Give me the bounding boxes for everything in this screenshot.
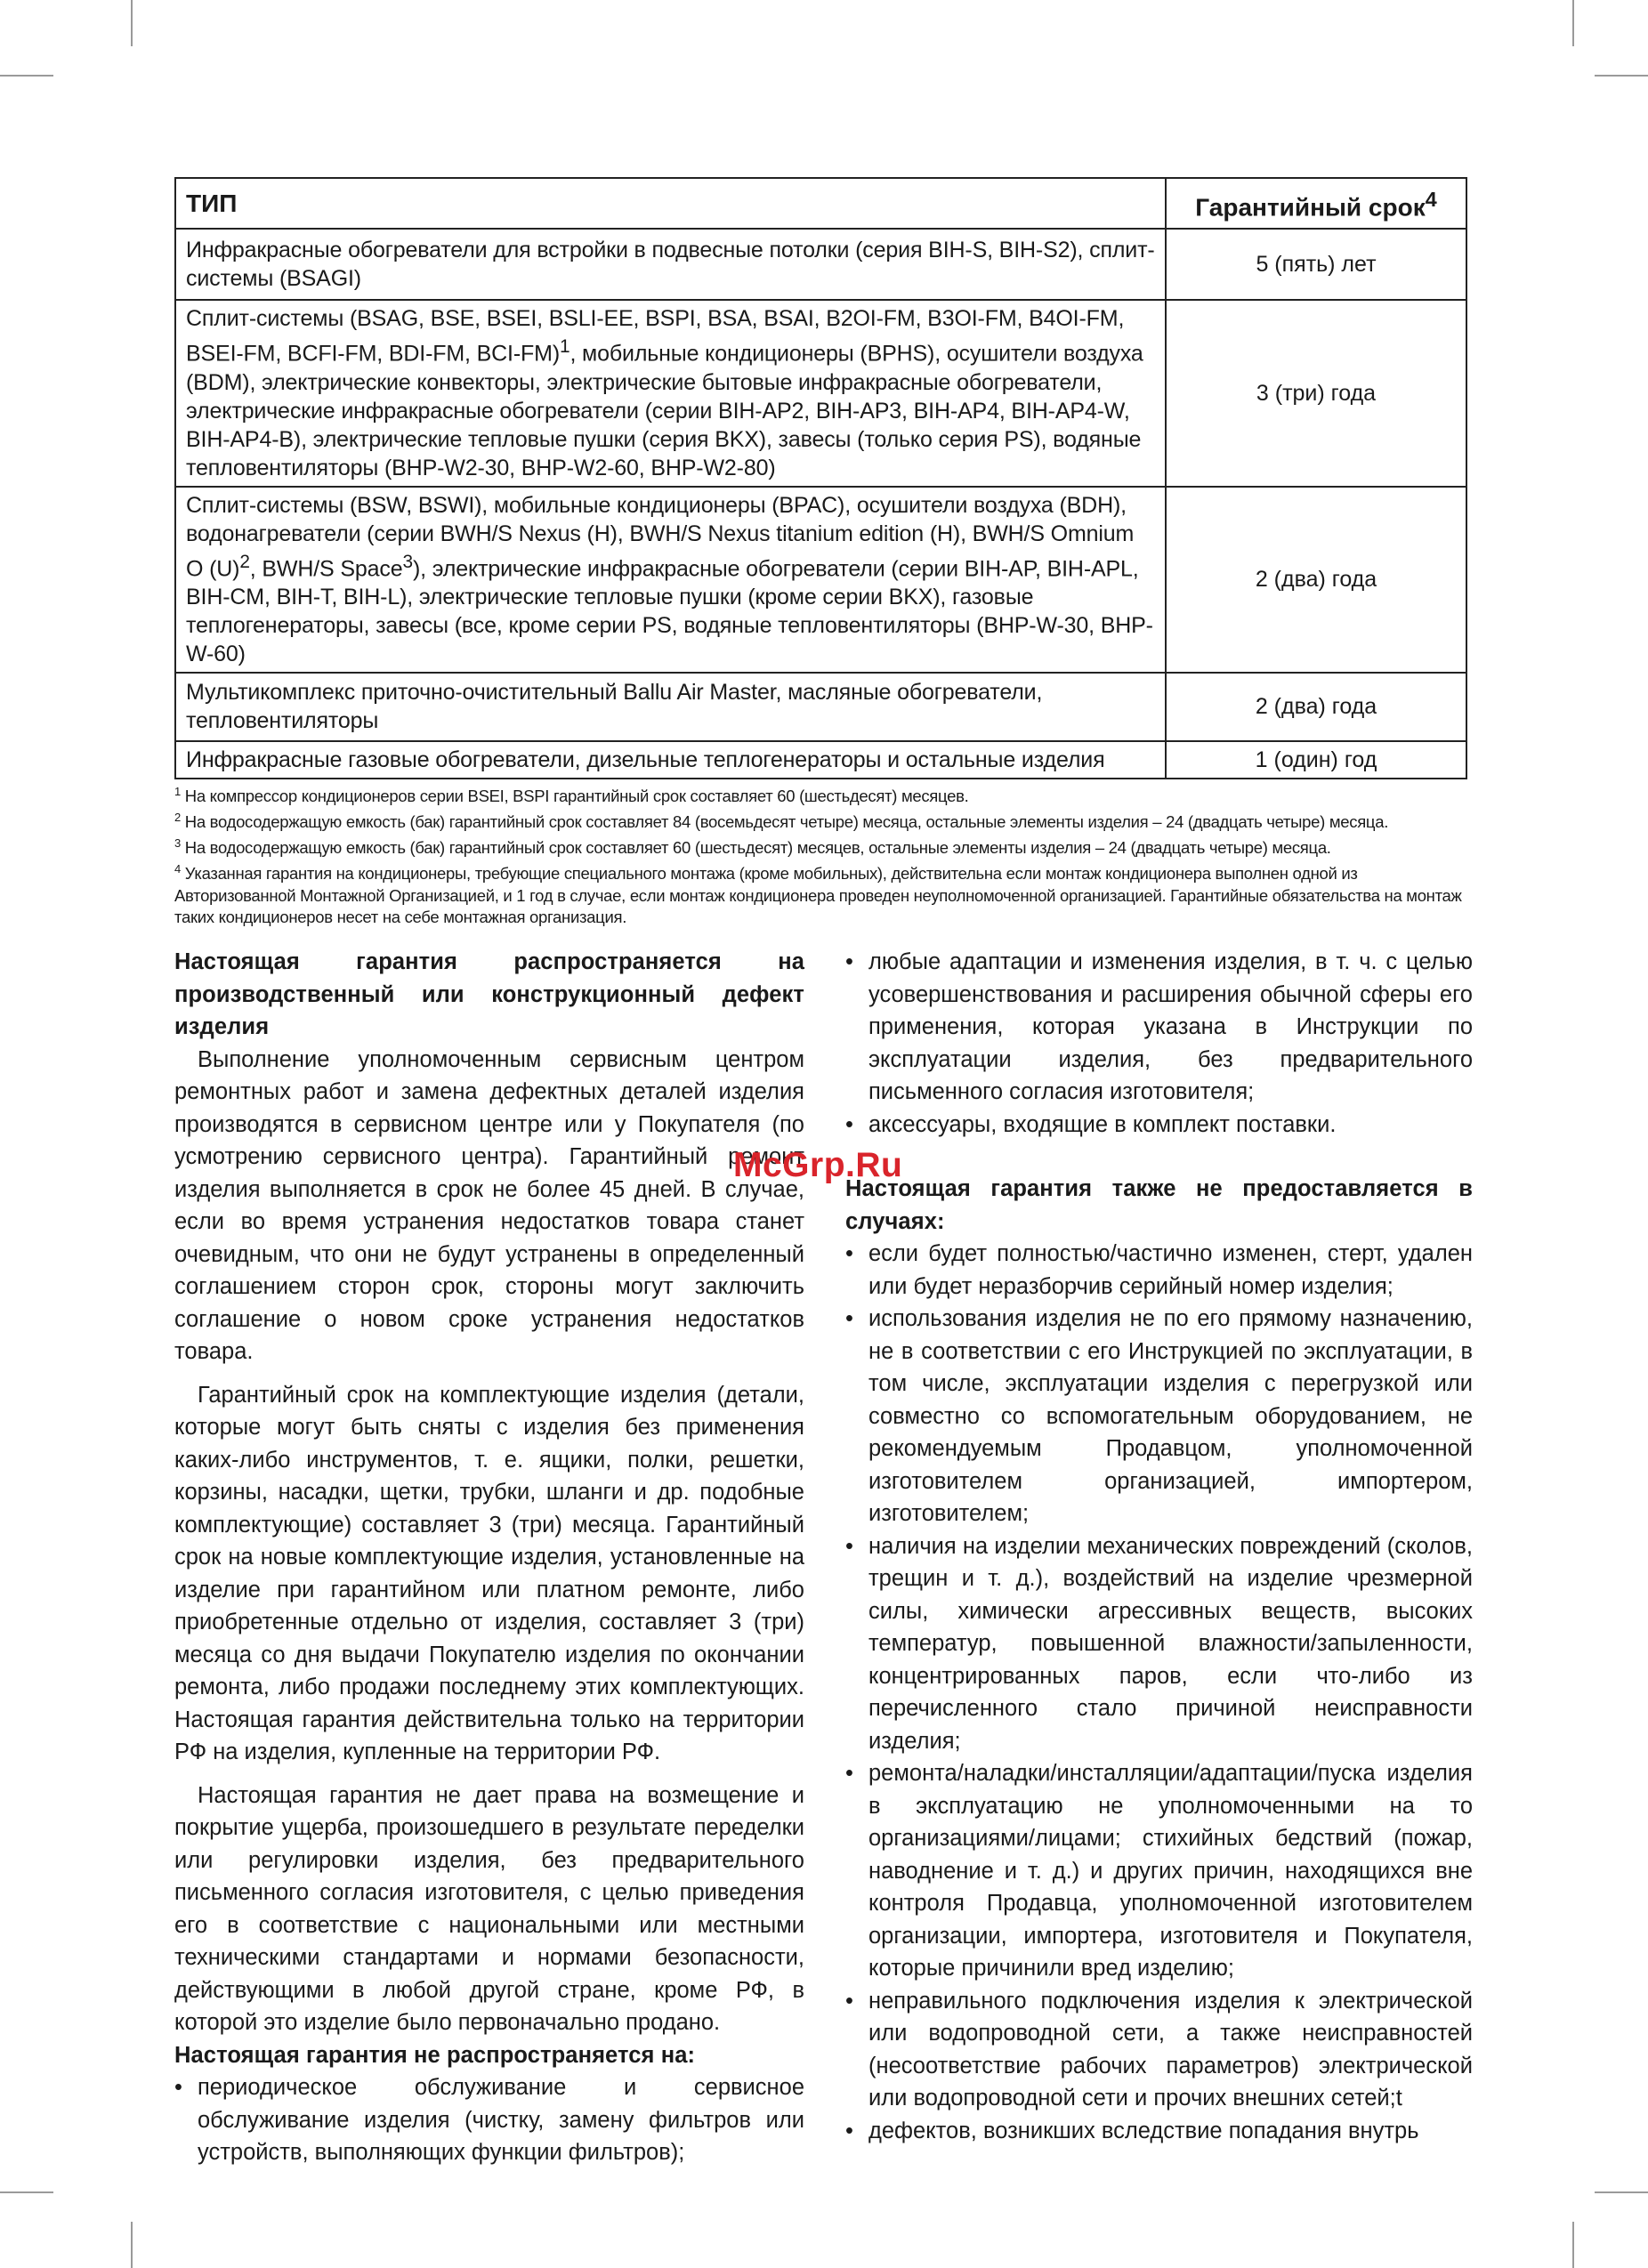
bullet-icon: •: [845, 1533, 853, 1559]
row-type: [175, 487, 1166, 673]
row-type: Инфракрасные обогреватели для встройки в подвесные потолки (серия BIH-S, BIH-S2), сплит-системы (BSAGI): [175, 229, 1166, 300]
table-row: [175, 300, 1466, 486]
row-type-part: , BWH/S Space: [249, 555, 403, 581]
bullet-icon: •: [845, 1988, 853, 2014]
footnote-ref: 1: [560, 336, 570, 358]
footnote-text: На компрессор кондиционеров серии BSEI, BSPI гарантийный срок составляет 60 (шестьдесят) месяцев.: [184, 787, 969, 806]
list-item: [845, 1757, 1473, 1985]
crop-mark-top-left-h: [0, 75, 53, 77]
table-header-row: [175, 178, 1466, 229]
exclusions-list: [845, 1238, 1473, 2147]
list-item-text: ремонта/наладки/инсталляции/адаптации/пуска изделия в эксплуатацию не уполномоченными на то организациями/лицами; стихийных бедствий (пожар, наводнение и т. д.) и других причин, находящихся вне контроля Продавца, уполномоченной изготовителем организации, импортера, изготовителя и Покупателя, которые причинили вред изделию;: [868, 1761, 1473, 1981]
crop-mark-bottom-right-v: [1572, 2222, 1574, 2268]
bullet-icon: •: [174, 2075, 182, 2100]
header-type: ТИП: [175, 178, 1166, 229]
crop-mark-bottom-right-h: [1595, 2191, 1648, 2193]
bullet-icon: •: [845, 1761, 853, 1786]
header-term-footnote-ref: 4: [1425, 188, 1437, 211]
list-item-text: наличия на изделии механических повреждений (сколов, трещин и т. д.), воздействий на изделие чрезмерной силы, химически агрессивных веществ, высоких температур, повышенной влажности/запыленности, концентрированных паров, если что-либо из перечисленного стало причиной неисправности изделия;: [868, 1533, 1473, 1754]
row-term: 3 (три) года: [1166, 300, 1466, 486]
row-type-part: Сплит-системы (BSAG, BSE, BSEI, BSLI-EE, BSPI, BSA, BSAI, B2OI-FM, B3OI-FM, B4OI-FM, BSEI-FM, BCFI-FM, BDI-FM, BCI-FM): [186, 306, 1125, 367]
footnote-text: На водосодержащую емкость (бак) гарантийный срок составляет 60 (шестьдесят) месяцев, остальные элементы изделия – 24 (двадцать четыре) месяца.: [184, 838, 1331, 858]
footnote-ref: 2: [239, 551, 250, 572]
row-type: Мультикомплекс приточно-очистительный Ballu Air Master, масляные обогреватели, тепловентиляторы: [175, 673, 1166, 741]
section-heading-coverage: Настоящая гарантия распространяется на производственный или конструкционный дефект изделия: [174, 949, 804, 1039]
footnote-ref: 3: [402, 551, 413, 572]
row-type-part: Сплит-системы (BSW, BSWI), мобильные кондиционеры (BPAC), осушители воздуха (BDH), водонагреватели (серии BWH/S Nexus (H), BWH/S Nexus titanium edition (H), BWH/S Omnium O (U): [186, 492, 1135, 581]
list-item: [845, 1303, 1473, 1530]
paragraph-components: Гарантийный срок на комплектующие изделия (детали, которые могут быть сняты с изделия без применения каких-либо инструментов, т. е. ящики, полки, решетки, корзины, насадки, щетки, трубки, шланги и др. подобные комплектующие) составляет 3 (три) месяца. Гарантийный срок на новые комплектующие изделия, установленные на изделие при гарантийном или платном ремонте, либо приобретенные отдельно от изделия, составляет 3 (три) месяца со дня выдачи Покупателю изделия по окончании ремонта, либо продажи последнему этих комплектующих. Настоящая гарантия действительна только на территории РФ на изделия, купленные на территории РФ.: [174, 1382, 804, 1764]
crop-mark-top-right-v: [1572, 0, 1574, 46]
list-item: [845, 1985, 1473, 2115]
footnote-number: 2: [174, 811, 181, 825]
row-type: [175, 300, 1166, 486]
crop-mark-bottom-left-h: [0, 2191, 53, 2193]
list-item: [845, 946, 1473, 1109]
row-term: 5 (пять) лет: [1166, 229, 1466, 300]
row-type-part: ), электрические инфракрасные обогреватели (серии BIH-AP, BIH-APL, BIH-CM, BIH-T, BIH-L), электрические тепловые пушки (кроме серии BKX), газовые теплогенераторы, завесы (все, кроме серии PS, водяные тепловентиляторы (BHP-W-30, BHP-W-60): [186, 555, 1153, 666]
list-item-text: периодическое обслуживание и сервисное обслуживание изделия (чистку, замену фильтров или устройств, выполняющих функции фильтров);: [198, 2075, 804, 2165]
table-row: [175, 741, 1466, 779]
row-term: 2 (два) года: [1166, 487, 1466, 673]
list-item: [174, 2071, 804, 2169]
row-term: 2 (два) года: [1166, 673, 1466, 741]
table-row: [175, 673, 1466, 741]
crop-mark-bottom-left-v: [131, 2222, 133, 2268]
crop-mark-top-left-v: [131, 0, 133, 46]
footnote-text: Указанная гарантия на кондиционеры, требующие специального монтажа (кроме мобильных), действительна если монтаж кондиционера выполнен одной из Авторизованной Монтажной Организацией, и 1 год в случае, если монтаж кондиционера проведен неуполномоченной организацией. Гарантийные обязательства на монтаж таких кондиционеров несет на себе монтажная организация.: [174, 864, 1462, 926]
list-item: [845, 1530, 1473, 1758]
footnote-number: 3: [174, 836, 181, 851]
row-type-part: , мобильные кондиционеры (BPHS), осушители воздуха (BDM), электрические конвекторы, электрические бытовые инфракрасные обогреватели, электрические инфракрасные обогреватели (серии BIH-AP2, BIH-AP3, BIH-AP4, BIH-AP4-W, BIH-AP4-B), электрические тепловые пушки (серия BKX), завесы (только серия PS), водяные тепловентиляторы (BHP-W2-30, BHP-W2-60, BHP-W2-80): [186, 341, 1143, 480]
paragraph-no-compensation: Настоящая гарантия не дает права на возмещение и покрытие ущерба, произошедшего в результате переделки или регулировки изделия, без предварительного письменного согласия изготовителя, с целью приведения его в соответствие с национальными или местными техническими стандартами и нормами безопасности, действующими в любой другой стране, кроме РФ, в которой это изделие было первоначально продано.: [174, 1782, 804, 2035]
bullet-icon: •: [845, 949, 853, 974]
header-term: [1166, 178, 1466, 229]
watermark-text: McGrp.Ru: [733, 1146, 903, 1184]
list-item: [845, 2115, 1473, 2148]
bullet-icon: •: [845, 1111, 853, 1137]
bullet-icon: •: [845, 2118, 853, 2143]
list-item: [845, 1109, 1473, 1142]
left-column: [174, 946, 804, 2169]
footnote-number: 1: [174, 785, 181, 798]
footnote: [174, 859, 1474, 927]
table-row: [175, 487, 1466, 673]
paragraph-repair: Выполнение уполномоченным сервисным центром ремонтных работ и замена дефектных деталей изделия производятся в сервисном центре или у Покупателя (по усмотрению сервисного центра). Гарантийный ремонт изделия выполняется в срок не более 45 дней. В случае, если во время устранения недостатков товара станет очевидным, что они не будут устранены в определенный соглашением сторон срок, стороны могут заключить соглашение о новом сроке устранения недостатков товара.: [174, 1046, 804, 1364]
crop-mark-top-right-h: [1595, 75, 1648, 77]
footnote: [174, 833, 1474, 859]
header-term-label: Гарантийный срок: [1195, 193, 1426, 222]
footnotes: [174, 781, 1474, 928]
footnote-text: На водосодержащую емкость (бак) гарантийный срок составляет 84 (восемьдесят четыре) месяца, остальные элементы изделия – 24 (двадцать четыре) месяца.: [184, 812, 1389, 832]
row-type: Инфракрасные газовые обогреватели, дизельные теплогенераторы и остальные изделия: [175, 741, 1166, 779]
not-covered-list-continued: [845, 946, 1473, 1141]
right-column: [845, 946, 1473, 2147]
section-heading-not-covered: Настоящая гарантия не распространяется на:: [174, 2042, 696, 2068]
footnote: [174, 781, 1474, 807]
list-item: [845, 1238, 1473, 1303]
list-item-text: аксессуары, входящие в комплект поставки.: [868, 1111, 1337, 1137]
bullet-icon: •: [845, 1306, 853, 1331]
list-item-text: если будет полностью/частично изменен, стерт, удален или будет неразборчив серийный номер изделия;: [868, 1241, 1473, 1299]
list-item-text: любые адаптации и изменения изделия, в т. ч. с целью усовершенствования и расширения обычной сферы его применения, которая указана в Инструкции по эксплуатации изделия, без предварительного письменного согласия изготовителя;: [868, 949, 1473, 1104]
footnote-number: 4: [174, 862, 181, 876]
list-item-text: неправильного подключения изделия к электрической или водопроводной сети, а также неисправностей (несоответствие рабочих параметров) электрической или водопроводной сети и прочих внешних сетей;t: [868, 1988, 1473, 2111]
section-heading-exclusions: Настоящая гарантия также не предоставляется в случаях:: [845, 1176, 1473, 1234]
warranty-table: [174, 177, 1467, 779]
bullet-icon: •: [845, 1241, 853, 1266]
footnote: [174, 807, 1474, 833]
not-covered-list: [174, 2071, 804, 2169]
table-row: [175, 229, 1466, 300]
list-item-text: дефектов, возникших вследствие попадания внутрь: [868, 2118, 1419, 2143]
list-item-text: использования изделия не по его прямому назначению, не в соответствии с его Инструкцией по эксплуатации, в том числе, эксплуатации изделия с перегрузкой или совместно со вспомогательным оборудованием, не рекомендуемым Продавцом, уполномоченной изготовителем организацией, импортером, изготовителем;: [868, 1306, 1473, 1526]
row-term: 1 (один) год: [1166, 741, 1466, 779]
